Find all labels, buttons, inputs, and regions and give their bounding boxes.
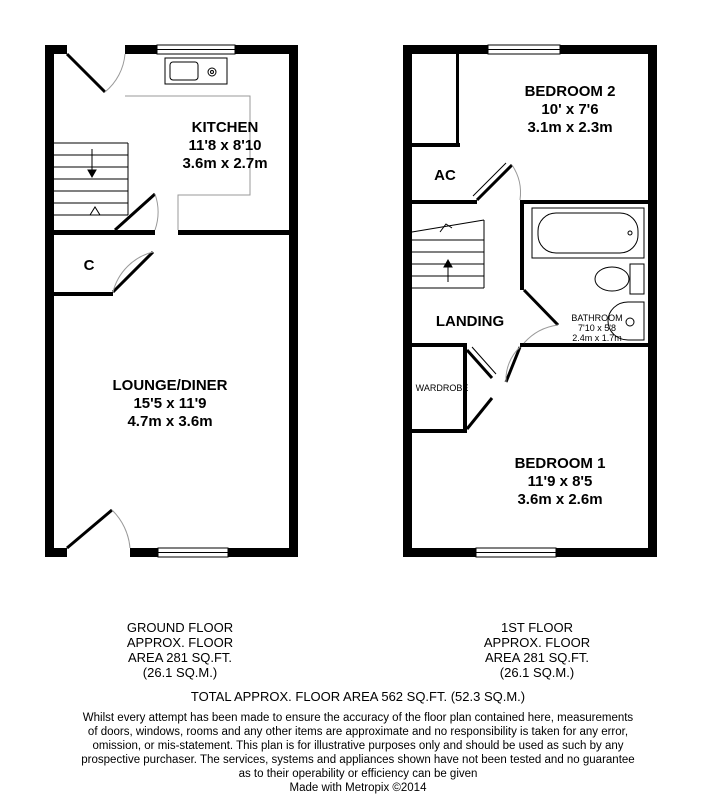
toilet-icon bbox=[595, 264, 644, 294]
bedroom2-metric: 3.1m x 2.3m bbox=[527, 119, 613, 136]
ground-cupboard-door bbox=[113, 252, 153, 292]
first-wall-top-right bbox=[560, 45, 657, 54]
ground-staircase bbox=[54, 143, 128, 215]
ground-front-door bbox=[67, 54, 105, 92]
bedroom1-label bbox=[480, 455, 640, 509]
kitchen-label bbox=[160, 119, 290, 173]
cupboard-label: C bbox=[83, 257, 95, 274]
first-wall-bedroom2-divider bbox=[456, 54, 459, 143]
ground-wall-right bbox=[289, 45, 298, 557]
wardrobe-label: WARDROBE bbox=[415, 383, 469, 393]
wardrobe-door-lower bbox=[467, 398, 492, 429]
first-wall-ac-bottom bbox=[412, 200, 477, 204]
disclaimer-line6: Made with Metropix ©2014 bbox=[289, 782, 427, 794]
ground-caption-line3: AREA 281 SQ.FT. bbox=[127, 650, 233, 665]
first-wall-left bbox=[403, 45, 412, 557]
ground-wall-top-right bbox=[235, 45, 298, 54]
bathroom-name: BATHROOM bbox=[571, 313, 623, 323]
ground-wall-bottom-left bbox=[45, 548, 67, 557]
ground-caption-line1: GROUND FLOOR bbox=[126, 620, 234, 635]
ground-stair-door bbox=[115, 194, 155, 230]
first-staircase bbox=[412, 220, 484, 288]
bedroom1-metric: 3.6m x 2.6m bbox=[517, 491, 603, 508]
bathroom-metric: 2.4m x 1.7m bbox=[572, 333, 622, 343]
landing-label: LANDING bbox=[435, 313, 505, 330]
kitchen-metric: 3.6m x 2.7m bbox=[182, 155, 268, 172]
bedroom2-label bbox=[505, 83, 635, 137]
ground-doors bbox=[67, 54, 158, 548]
airing-cupboard-label: AC bbox=[434, 167, 456, 184]
bedroom2-imperial: 10' x 7'6 bbox=[541, 101, 599, 118]
ground-back-door bbox=[67, 510, 112, 548]
bath-icon bbox=[532, 208, 644, 258]
first-wall-landing-bottom bbox=[412, 343, 467, 347]
ground-wall-cupboard bbox=[54, 292, 113, 296]
first-floor-caption bbox=[457, 620, 617, 680]
total-floor-area: TOTAL APPROX. FLOOR AREA 562 SQ.FT. (52.3 SQ.M.) bbox=[190, 689, 526, 704]
first-wall-right bbox=[648, 45, 657, 557]
kitchen-sink-icon bbox=[165, 58, 227, 84]
first-caption-line1: 1ST FLOOR bbox=[500, 620, 573, 635]
ground-wall-left bbox=[45, 45, 54, 557]
first-wall-top-left bbox=[403, 45, 488, 54]
first-caption-line2: APPROX. FLOOR bbox=[483, 635, 591, 650]
disclaimer-line4: prospective purchaser. The services, systems and appliances shown have not been tested and no guarantee bbox=[81, 754, 635, 766]
bedroom1-imperial: 11'9 x 8'5 bbox=[527, 473, 593, 490]
ground-caption-line2: APPROX. FLOOR bbox=[126, 635, 234, 650]
first-wall-bottom-right bbox=[556, 548, 657, 557]
first-caption-line3: AREA 281 SQ.FT. bbox=[484, 650, 590, 665]
wardrobe-door-upper bbox=[467, 350, 492, 378]
disclaimer-line3: omission, or mis-statement. This plan is for illustrative purposes only and should be used as such by any bbox=[92, 740, 624, 752]
ac-door bbox=[477, 165, 512, 200]
first-wall-bathroom-left bbox=[520, 200, 524, 290]
lounge-name: LOUNGE/DINER bbox=[112, 377, 228, 394]
lounge-label bbox=[90, 377, 250, 431]
lounge-metric: 4.7m x 3.6m bbox=[127, 413, 213, 430]
first-caption-line4: (26.1 SQ.M.) bbox=[499, 665, 575, 680]
ground-wall-bottom-right bbox=[228, 548, 298, 557]
bedroom1-name: BEDROOM 1 bbox=[514, 455, 606, 472]
first-wall-bottom-left bbox=[403, 548, 476, 557]
bathroom-label bbox=[552, 313, 642, 343]
ground-wall-kitchen-lounge-right bbox=[178, 230, 289, 235]
bathroom-imperial: 7'10 x 5'8 bbox=[578, 323, 616, 333]
first-wall-wardrobe-bottom bbox=[412, 429, 467, 433]
disclaimer-line5: as to their operability or efficiency can be given bbox=[238, 768, 478, 780]
first-wall-ac-top bbox=[412, 143, 460, 147]
first-wall-bathroom-top bbox=[520, 200, 648, 204]
ground-caption-line4: (26.1 SQ.M.) bbox=[142, 665, 218, 680]
disclaimer-line2: of doors, windows, rooms and any other items are approximate and no responsibility is taken for any error, bbox=[87, 726, 629, 738]
lounge-imperial: 15'5 x 11'9 bbox=[133, 395, 207, 412]
kitchen-imperial: 11'8 x 8'10 bbox=[188, 137, 262, 154]
ground-wall-bottom-mid bbox=[130, 548, 158, 557]
first-wall-bathroom-bottom bbox=[520, 343, 648, 347]
disclaimer bbox=[40, 711, 676, 795]
ground-wall-kitchen-lounge bbox=[54, 230, 155, 235]
ground-floor-caption bbox=[100, 620, 260, 680]
kitchen-name: KITCHEN bbox=[191, 119, 259, 136]
bedroom2-name: BEDROOM 2 bbox=[524, 83, 616, 100]
ground-wall-top-mid bbox=[125, 45, 157, 54]
disclaimer-line1: Whilst every attempt has been made to ensure the accuracy of the floor plan contained here, measurements bbox=[82, 712, 634, 724]
